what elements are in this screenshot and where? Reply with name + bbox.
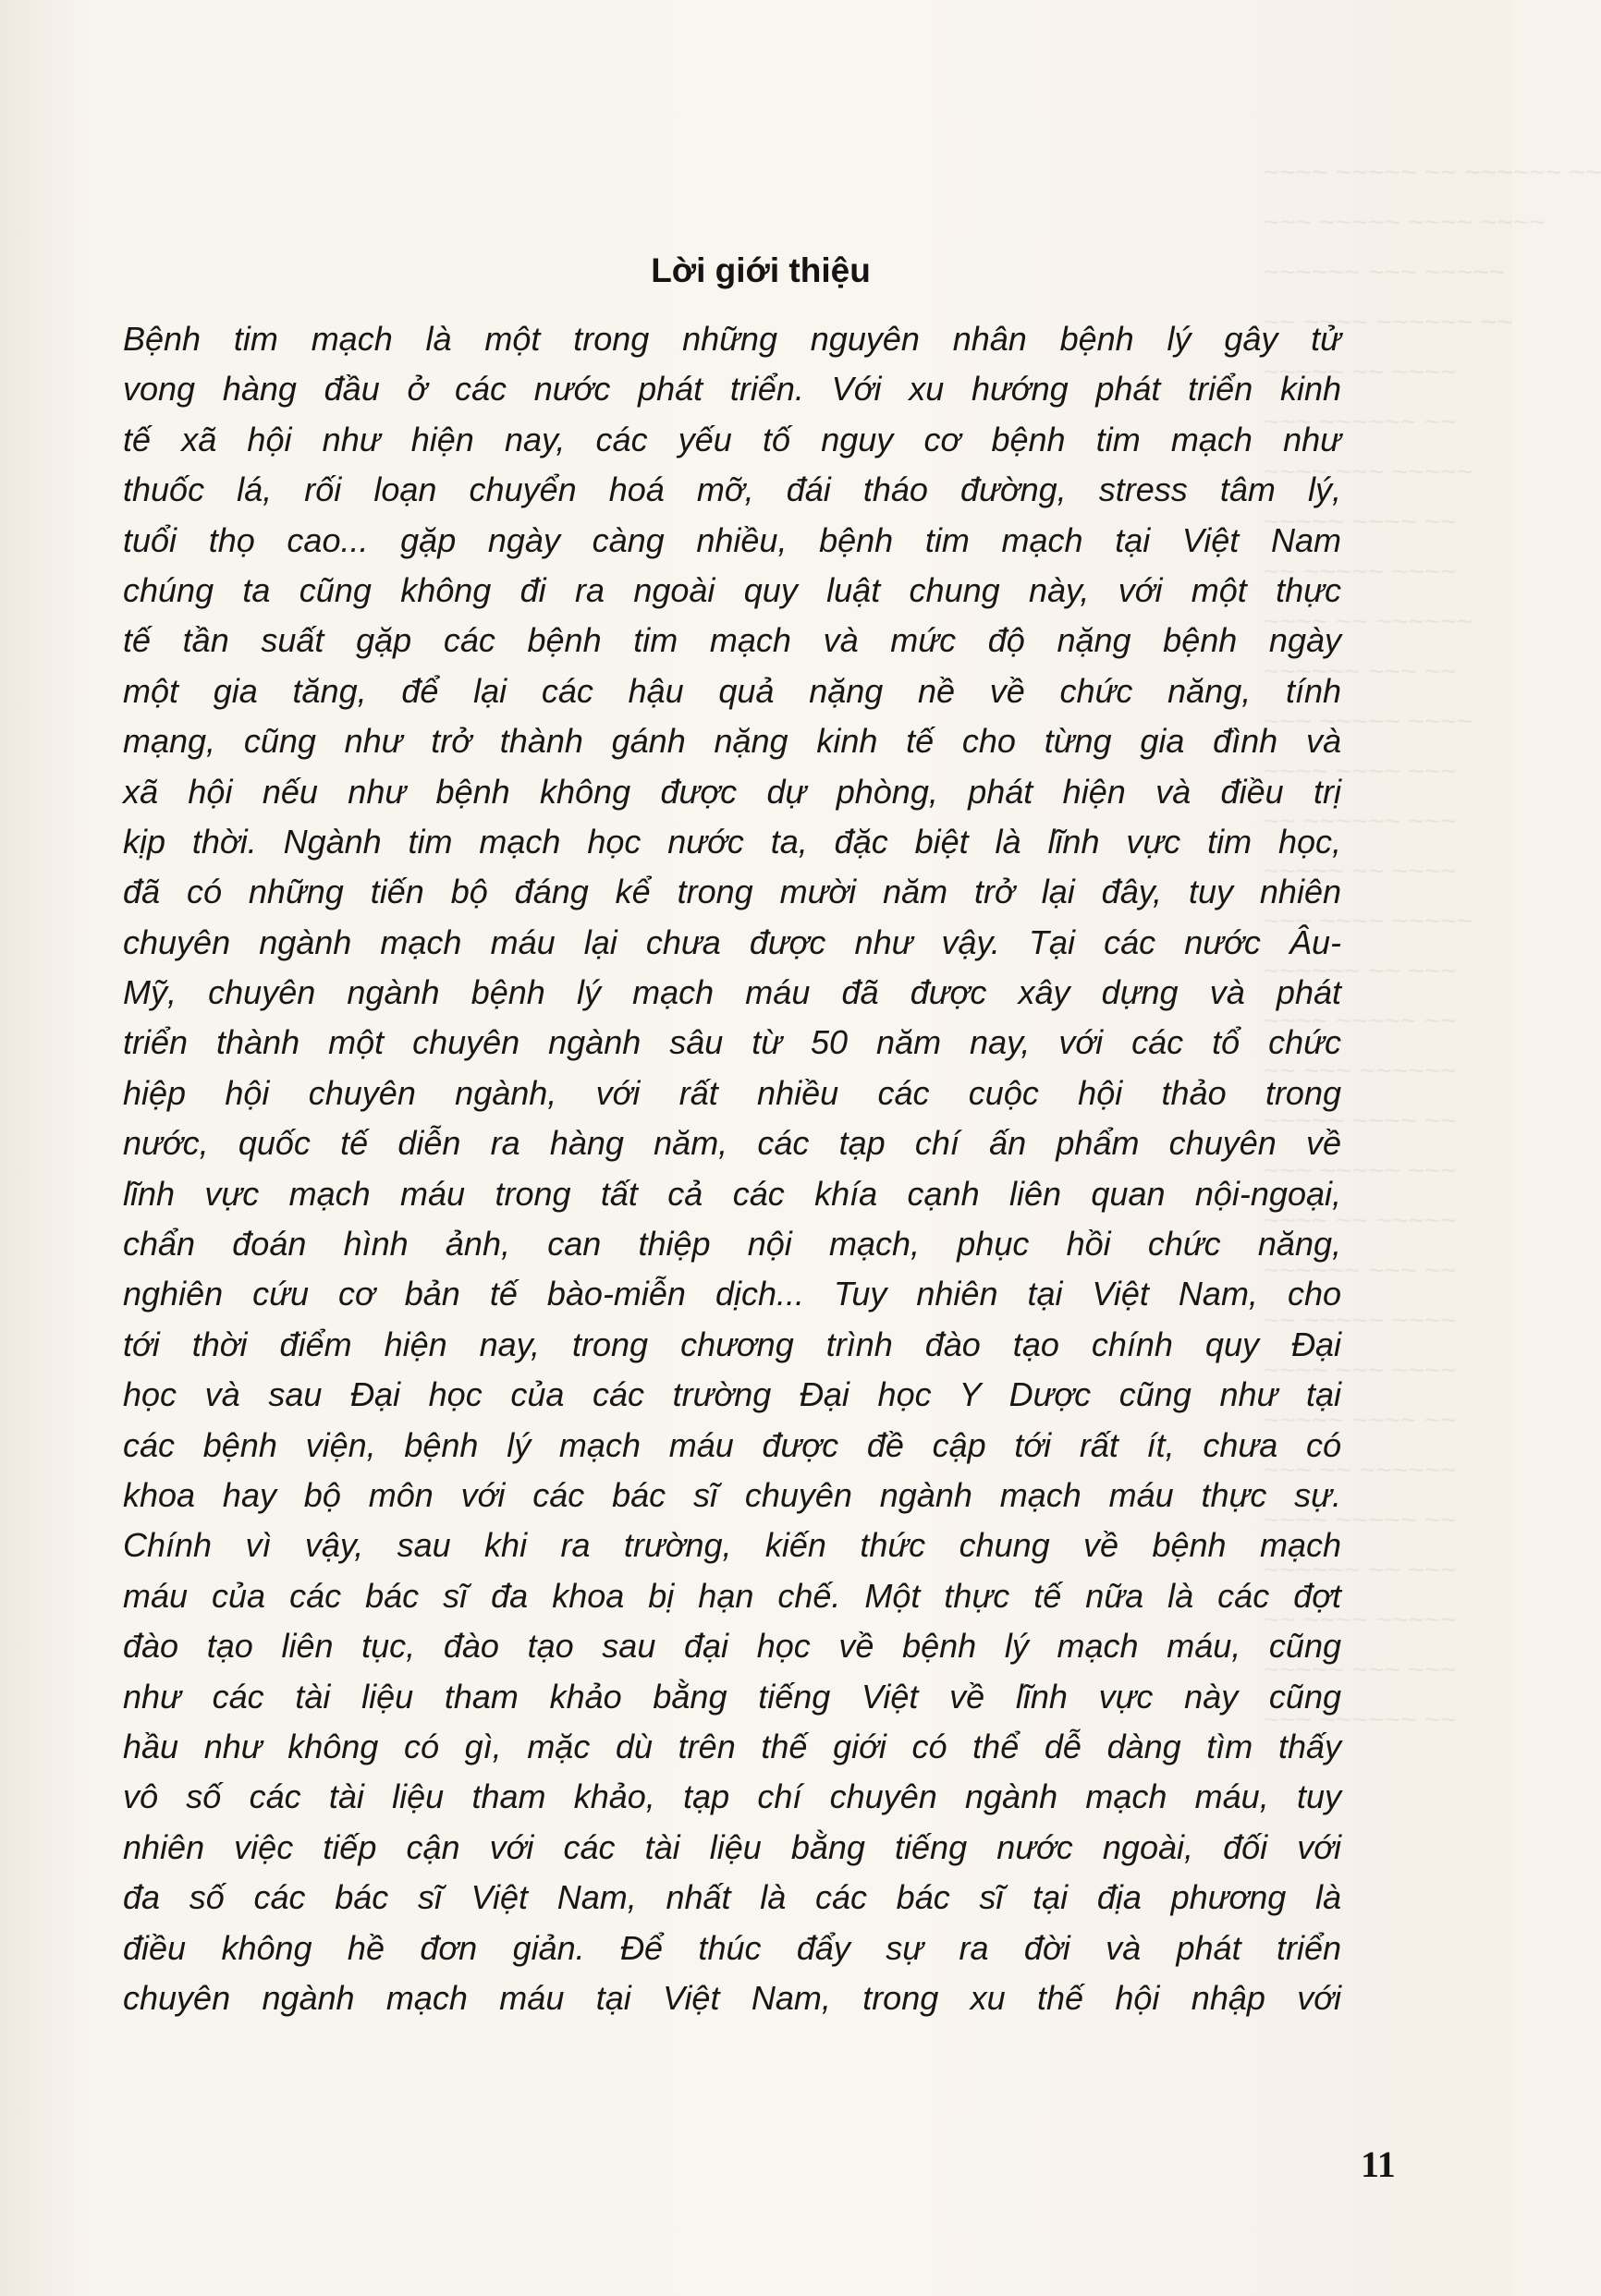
body-line: thuốc lá, rối loạn chuyển hoá mỡ, đái tháo đường, stress tâm lý, — [123, 470, 1341, 509]
body-line: vong hàng đầu ở các nước phát triển. Với xu hướng phát triển kinh — [123, 370, 1341, 409]
body-line: chuyên ngành mạch máu lại chưa được như vậy. Tại các nước Âu- — [123, 922, 1341, 961]
show-through-texture: ~~~~ ~~~~~ ~~ ~~~~~~ ~~ ~~~ ~~~~~ ~~~~ ~~~~ ~~~~~~ ~~~ ~~~~~ ~~ ~~~~ ~~~~~~ ~~ ~~~~~ ~~ ~~~~ ~~~ ~~~~~~ ~~ ~~~~ ~~~ ~~~~~ ~~~~~ ~~~~ ~~ ~~ ~~~~~ ~~~~ ~~~~ ~~ ~~~~~~ ~~~~~~ ~~~ ~~ ~~~ ~~~~~ ~~~~ ~~~~ ~~~~ ~~~ ~~ ~~~~~~ ~~~ ~~~~~ ~~ ~~~~ ~~~ ~~~~ ~~~~~ ~~~~~~ ~~ ~~~ ~~~~ ~~~~~ ~~ ~~ ~~~ ~~~~~~ ~~~~~ ~~~~ ~~ ~~~ ~~~~~ ~~~ ~~~~ ~~ ~~~~~ ~~~~~~ ~~~ ~~ ~~ ~~~~~ ~~~~ ~~~~ ~~~ ~~~~ ~~~~~ ~~~~ ~~ ~~~ ~~ ~~~~~~ ~~~~ ~~~~~ ~~ ~~~~~~ ~~ ~~~ ~~ ~~~~ ~~~~~ ~~~~~ ~~~ ~~~ ~~~ ~~~~~~ ~~ — [1263, 157, 1601, 1735]
body-line: máu của các bác sĩ đa khoa bị hạn chế. Một thực tế nữa là các đợt — [123, 1576, 1341, 1615]
body-line: Bệnh tim mạch là một trong những nguyên nhân bệnh lý gây tử — [123, 320, 1341, 358]
body-text — [123, 314, 1341, 2023]
body-line: khoa hay bộ môn với các bác sĩ chuyên ngành mạch máu thực sự. — [123, 1475, 1341, 1514]
body-line: nhiên việc tiếp cận với các tài liệu bằng tiếng nước ngoài, đối với — [123, 1827, 1341, 1866]
body-line: tế tần suất gặp các bệnh tim mạch và mức độ nặng bệnh ngày — [123, 621, 1341, 660]
body-line: Mỹ, chuyên ngành bệnh lý mạch máu đã được xây dựng và phát — [123, 973, 1341, 1012]
body-line: nước, quốc tế diễn ra hàng năm, các tạp chí ấn phẩm chuyên về — [123, 1124, 1341, 1163]
body-line: mạng, cũng như trở thành gánh nặng kinh tế cho từng gia đình và — [123, 722, 1341, 761]
body-line: kịp thời. Ngành tim mạch học nước ta, đặc biệt là lĩnh vực tim học, — [123, 822, 1341, 861]
body-line: chẩn đoán hình ảnh, can thiệp nội mạch, phục hồi chức năng, — [123, 1225, 1341, 1264]
body-line: đào tạo liên tục, đào tạo sau đại học về bệnh lý mạch máu, cũng — [123, 1627, 1341, 1666]
body-line: đa số các bác sĩ Việt Nam, nhất là các bác sĩ tại địa phương là — [123, 1878, 1341, 1917]
body-line: các bệnh viện, bệnh lý mạch máu được đề cập tới rất ít, chưa có — [123, 1425, 1341, 1464]
body-line: triển thành một chuyên ngành sâu từ 50 năm nay, với các tổ chức — [123, 1023, 1341, 1062]
page-number: 11 — [1361, 2143, 1396, 2185]
body-line: vô số các tài liệu tham khảo, tạp chí chuyên ngành mạch máu, tuy — [123, 1777, 1341, 1816]
body-line: chuyên ngành mạch máu tại Việt Nam, trong xu thế hội nhập với — [123, 1978, 1341, 2017]
body-line: chúng ta cũng không đi ra ngoài quy luật chung này, với một thực — [123, 570, 1341, 609]
body-line: Chính vì vậy, sau khi ra trường, kiến thức chung về bệnh mạch — [123, 1526, 1341, 1565]
page-title: Lời giới thiệu — [651, 251, 871, 289]
body-line: tuổi thọ cao... gặp ngày càng nhiều, bệnh tim mạch tại Việt Nam — [123, 520, 1341, 559]
body-line: xã hội nếu như bệnh không được dự phòng, phát hiện và điều trị — [123, 772, 1341, 811]
body-line: một gia tăng, để lại các hậu quả nặng nề về chức năng, tính — [123, 671, 1341, 710]
body-line: đã có những tiến bộ đáng kể trong mười năm trở lại đây, tuy nhiên — [123, 873, 1341, 911]
body-line: lĩnh vực mạch máu trong tất cả các khía cạnh liên quan nội-ngoại, — [123, 1174, 1341, 1213]
body-line: học và sau Đại học của các trường Đại học Y Dược cũng như tại — [123, 1375, 1341, 1414]
body-line: điều không hề đơn giản. Để thúc đẩy sự ra đời và phát triển — [123, 1928, 1341, 1967]
body-line: tới thời điểm hiện nay, trong chương trình đào tạo chính quy Đại — [123, 1325, 1341, 1363]
body-line: hiệp hội chuyên ngành, với rất nhiều các cuộc hội thảo trong — [123, 1073, 1341, 1112]
body-line: như các tài liệu tham khảo bằng tiếng Việt về lĩnh vực này cũng — [123, 1677, 1341, 1716]
body-line: hầu như không có gì, mặc dù trên thế giới có thể dễ dàng tìm thấy — [123, 1727, 1341, 1765]
body-line: nghiên cứu cơ bản tế bào-miễn dịch... Tuy nhiên tại Việt Nam, cho — [123, 1275, 1341, 1313]
body-line: tế xã hội như hiện nay, các yếu tố nguy cơ bệnh tim mạch như — [123, 420, 1341, 458]
